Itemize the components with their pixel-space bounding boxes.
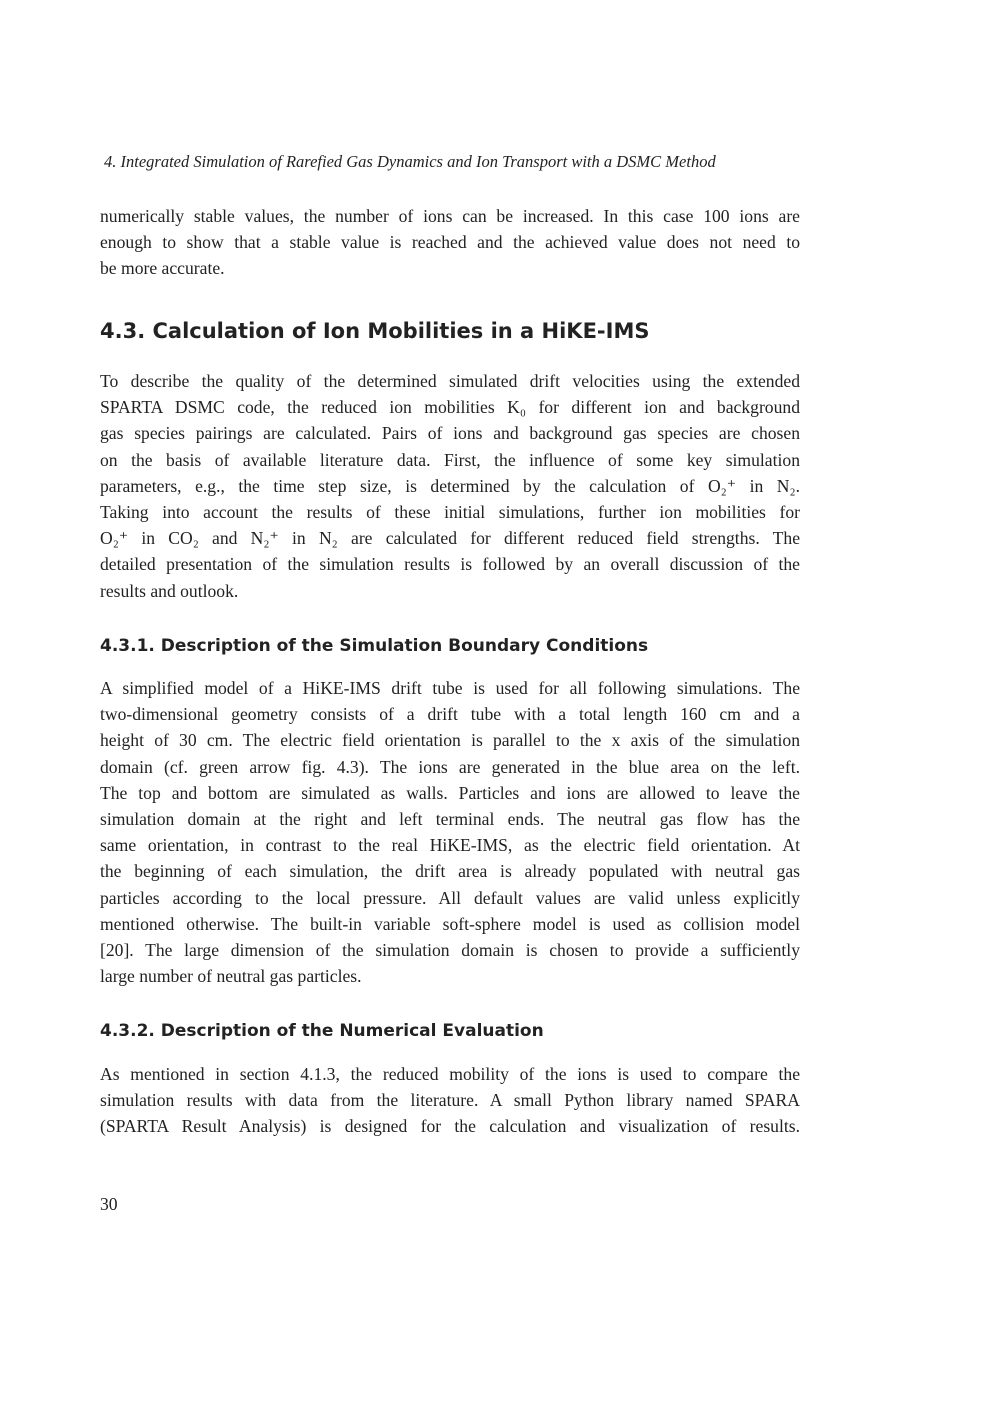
text-line: A simplified model of a HiKE-IMS drift tube is used for all following simulations. The [100, 678, 800, 698]
paragraph-3 [100, 675, 800, 989]
text-line: be more accurate. [100, 258, 225, 279]
paragraph-2 [100, 368, 800, 604]
paragraph-4 [100, 1061, 800, 1140]
text-line: same orientation, in contrast to the real HiKE-IMS, as the electric field orientation. At [100, 835, 800, 856]
text-line: [20]. The large dimension of the simulation domain is chosen to provide a sufficiently [100, 939, 800, 960]
text-line: results and outlook. [100, 580, 239, 601]
text-line: numerically stable values, the number of ions can be increased. In this case 100 ions are [100, 206, 800, 226]
paragraph-1 [100, 203, 800, 282]
running-header: 4. Integrated Simulation of Rarefied Gas Dynamics and Ion Transport with a DSMC Method [104, 152, 716, 171]
text-line: gas species pairings are calculated. Pairs of ions and background gas species are chosen [100, 423, 800, 444]
text-line: To describe the quality of the determined simulated drift velocities using the extended [100, 371, 800, 391]
text-line: (SPARTA Result Analysis) is designed for the calculation and visualization of results. [100, 1116, 800, 1137]
subsection-heading-1: 4.3.1. Description of the Simulation Boundary Conditions [100, 636, 649, 656]
text-line: detailed presentation of the simulation results is followed by an overall discussion of the [100, 554, 800, 575]
text-line: on the basis of available literature data. First, the influence of some key simulation [100, 449, 800, 470]
text-line: domain (cf. green arrow fig. 4.3). The ions are generated in the blue area on the left. [100, 756, 800, 777]
section-heading: 4.3. Calculation of Ion Mobilities in a HiKE-IMS [100, 319, 650, 343]
text-line: enough to show that a stable value is reached and the achieved value does not need to [100, 232, 800, 253]
text-line: two-dimensional geometry consists of a drift tube with a total length 160 cm and a [100, 704, 800, 725]
text-line: simulation domain at the right and left terminal ends. The neutral gas flow has the [100, 808, 800, 829]
text-line: large number of neutral gas particles. [100, 966, 362, 987]
text-line: the beginning of each simulation, the drift area is already populated with neutral gas [100, 861, 800, 882]
text-line: O₂⁺ in CO₂ and N₂⁺ in N₂ are calculated for different reduced field strengths. The [100, 528, 800, 549]
text-line: mentioned otherwise. The built-in variable soft-sphere model is used as collision model [100, 913, 800, 934]
page-number: 30 [100, 1194, 118, 1214]
text-line: simulation results with data from the literature. A small Python library named SPARA [100, 1090, 800, 1111]
text-line: SPARTA DSMC code, the reduced ion mobilities K₀ for different ion and background [100, 397, 800, 418]
text-line: The top and bottom are simulated as walls. Particles and ions are allowed to leave the [100, 782, 800, 803]
text-line: height of 30 cm. The electric field orientation is parallel to the x axis of the simulation [100, 730, 800, 751]
text-line: particles according to the local pressure. All default values are valid unless explicitly [100, 887, 800, 908]
subsection-heading-2: 4.3.2. Description of the Numerical Evaluation [100, 1021, 544, 1041]
text-line: Taking into account the results of these initial simulations, further ion mobilities for [100, 501, 800, 522]
text-line: parameters, e.g., the time step size, is determined by the calculation of O₂⁺ in N₂. [100, 475, 800, 496]
text-line: As mentioned in section 4.1.3, the reduced mobility of the ions is used to compare the [100, 1064, 800, 1084]
